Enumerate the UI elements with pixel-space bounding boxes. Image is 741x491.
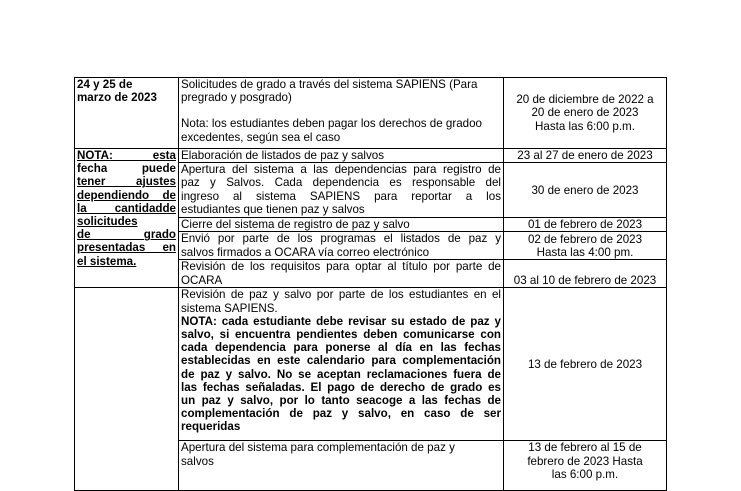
date-line: 30 de enero de 2023 [531, 183, 639, 197]
date-line: 23 al 27 de enero de 2023 [517, 149, 653, 162]
nota-line: el sistema. [77, 254, 137, 268]
date-line: Hasta las 6:00 p.m. [535, 119, 635, 133]
event-date-cell [75, 78, 179, 149]
date-line: 01 de febrero de 2023 [527, 218, 643, 232]
nota-line: fecha puede [77, 162, 176, 176]
activity-line: Revisión de los requisitos para optar al título por parte de [181, 260, 501, 274]
date-cell [504, 288, 667, 441]
activity-line: Apertura del sistema a las dependencias para registro de [181, 163, 501, 177]
date-line: 20 de diciembre de 2022 a [516, 93, 654, 107]
date-line: 03 al 10 de febrero de 2023 [513, 274, 657, 288]
nota-cell [75, 149, 179, 288]
activity-line: estudiantes que tienen paz y salvos [181, 202, 365, 216]
date-cell [504, 441, 667, 491]
review-note-line: un paz y salvo, por lo tanto seacoge a las fechas de [181, 394, 501, 408]
activity-line: Cierre del sistema de registro de paz y salvo [181, 218, 410, 232]
activity-cell [179, 288, 504, 441]
date-line: 13 de febrero al 15 de [528, 441, 642, 455]
activity-line: pregrado y posgrado) [181, 91, 292, 105]
activity-cell [179, 149, 504, 163]
table-row [75, 288, 667, 441]
date-line: 20 de enero de 2023 [531, 106, 639, 120]
empty-cell [75, 288, 179, 491]
review-note-line: establecidas en este calendario para complementación [181, 354, 501, 368]
review-note-line: cada dependencia para ponerse al día en las fechas [181, 341, 501, 355]
table-row [75, 149, 667, 163]
activity-line: Solicitudes de grado a través del sistema SAPIENS (Para [181, 78, 478, 91]
nota-line: presentadas en [77, 241, 176, 255]
table-row [75, 78, 667, 149]
activity-line: ingreso al sistema SAPIENS para reportar a los [181, 189, 501, 203]
activity-cell [179, 218, 504, 232]
calendar-table [74, 77, 667, 491]
nota-line: NOTA: esta [77, 149, 176, 162]
nota-line: la cantidadde [77, 201, 176, 215]
activity-line: Envió por parte de los programas el listados de paz y [181, 232, 501, 246]
activity-line: salvos firmados a OCARA vía correo electrónico [181, 245, 430, 259]
event-date-line: 24 y 25 de [77, 78, 133, 91]
activity-cell [179, 232, 504, 260]
date-cell [504, 78, 667, 149]
activity-cell [179, 260, 504, 288]
review-note-line: salvo, si encuentra pendientes deben comunicarse con [181, 328, 501, 342]
date-cell [504, 218, 667, 232]
date-line: 02 de febrero de 2023 [527, 232, 643, 246]
activity-cell [179, 163, 504, 218]
activity-line: salvos [181, 454, 214, 468]
activity-line: Elaboración de listados de paz y salvos [181, 149, 385, 162]
date-line: las 6:00 p.m. [551, 467, 619, 481]
nota-line: tener ajustes [77, 175, 176, 189]
activity-cell [179, 441, 504, 491]
date-cell [504, 260, 667, 288]
activity-line: OCARA [181, 273, 223, 287]
date-cell [504, 232, 667, 260]
activity-line: paz y Salvos. Cada dependencia es responsable del [181, 176, 501, 190]
activity-line: Apertura del sistema para complementación de paz y [181, 441, 455, 455]
nota-line: dependiendo de [77, 188, 176, 202]
review-note-line: NOTA: cada estudiante debe revisar su estado de paz y [181, 314, 501, 328]
date-cell [504, 149, 667, 163]
nota-line: solicitudes [77, 215, 138, 229]
activity-note-line: Nota: los estudiantes deben pagar los derechos de gradoo [181, 117, 483, 131]
review-note-line: complementación de paz y salvo, en caso de ser [181, 407, 501, 421]
activity-line: Revisión de paz y salvo por parte de los estudiantes en el [181, 288, 501, 302]
date-line: Hasta las 4:00 pm. [536, 245, 634, 259]
review-note-line: requeridas [181, 420, 241, 434]
activity-line: sistema SAPIENS. [181, 301, 278, 315]
review-note-line: las fechas señaladas. El pago de derecho de grado es [181, 380, 501, 394]
activity-cell [179, 78, 504, 149]
activity-note-line: excedentes, según sea el caso [181, 130, 341, 144]
date-line: febrero de 2023 Hasta [527, 454, 643, 468]
review-note-line: de paz y salvo. No se aceptan reclamaciones fuera de [181, 367, 501, 381]
date-line: 13 de febrero de 2023 [527, 357, 643, 371]
date-cell [504, 163, 667, 218]
nota-line: de grado [77, 228, 176, 242]
event-date-line: marzo de 2023 [77, 91, 157, 105]
